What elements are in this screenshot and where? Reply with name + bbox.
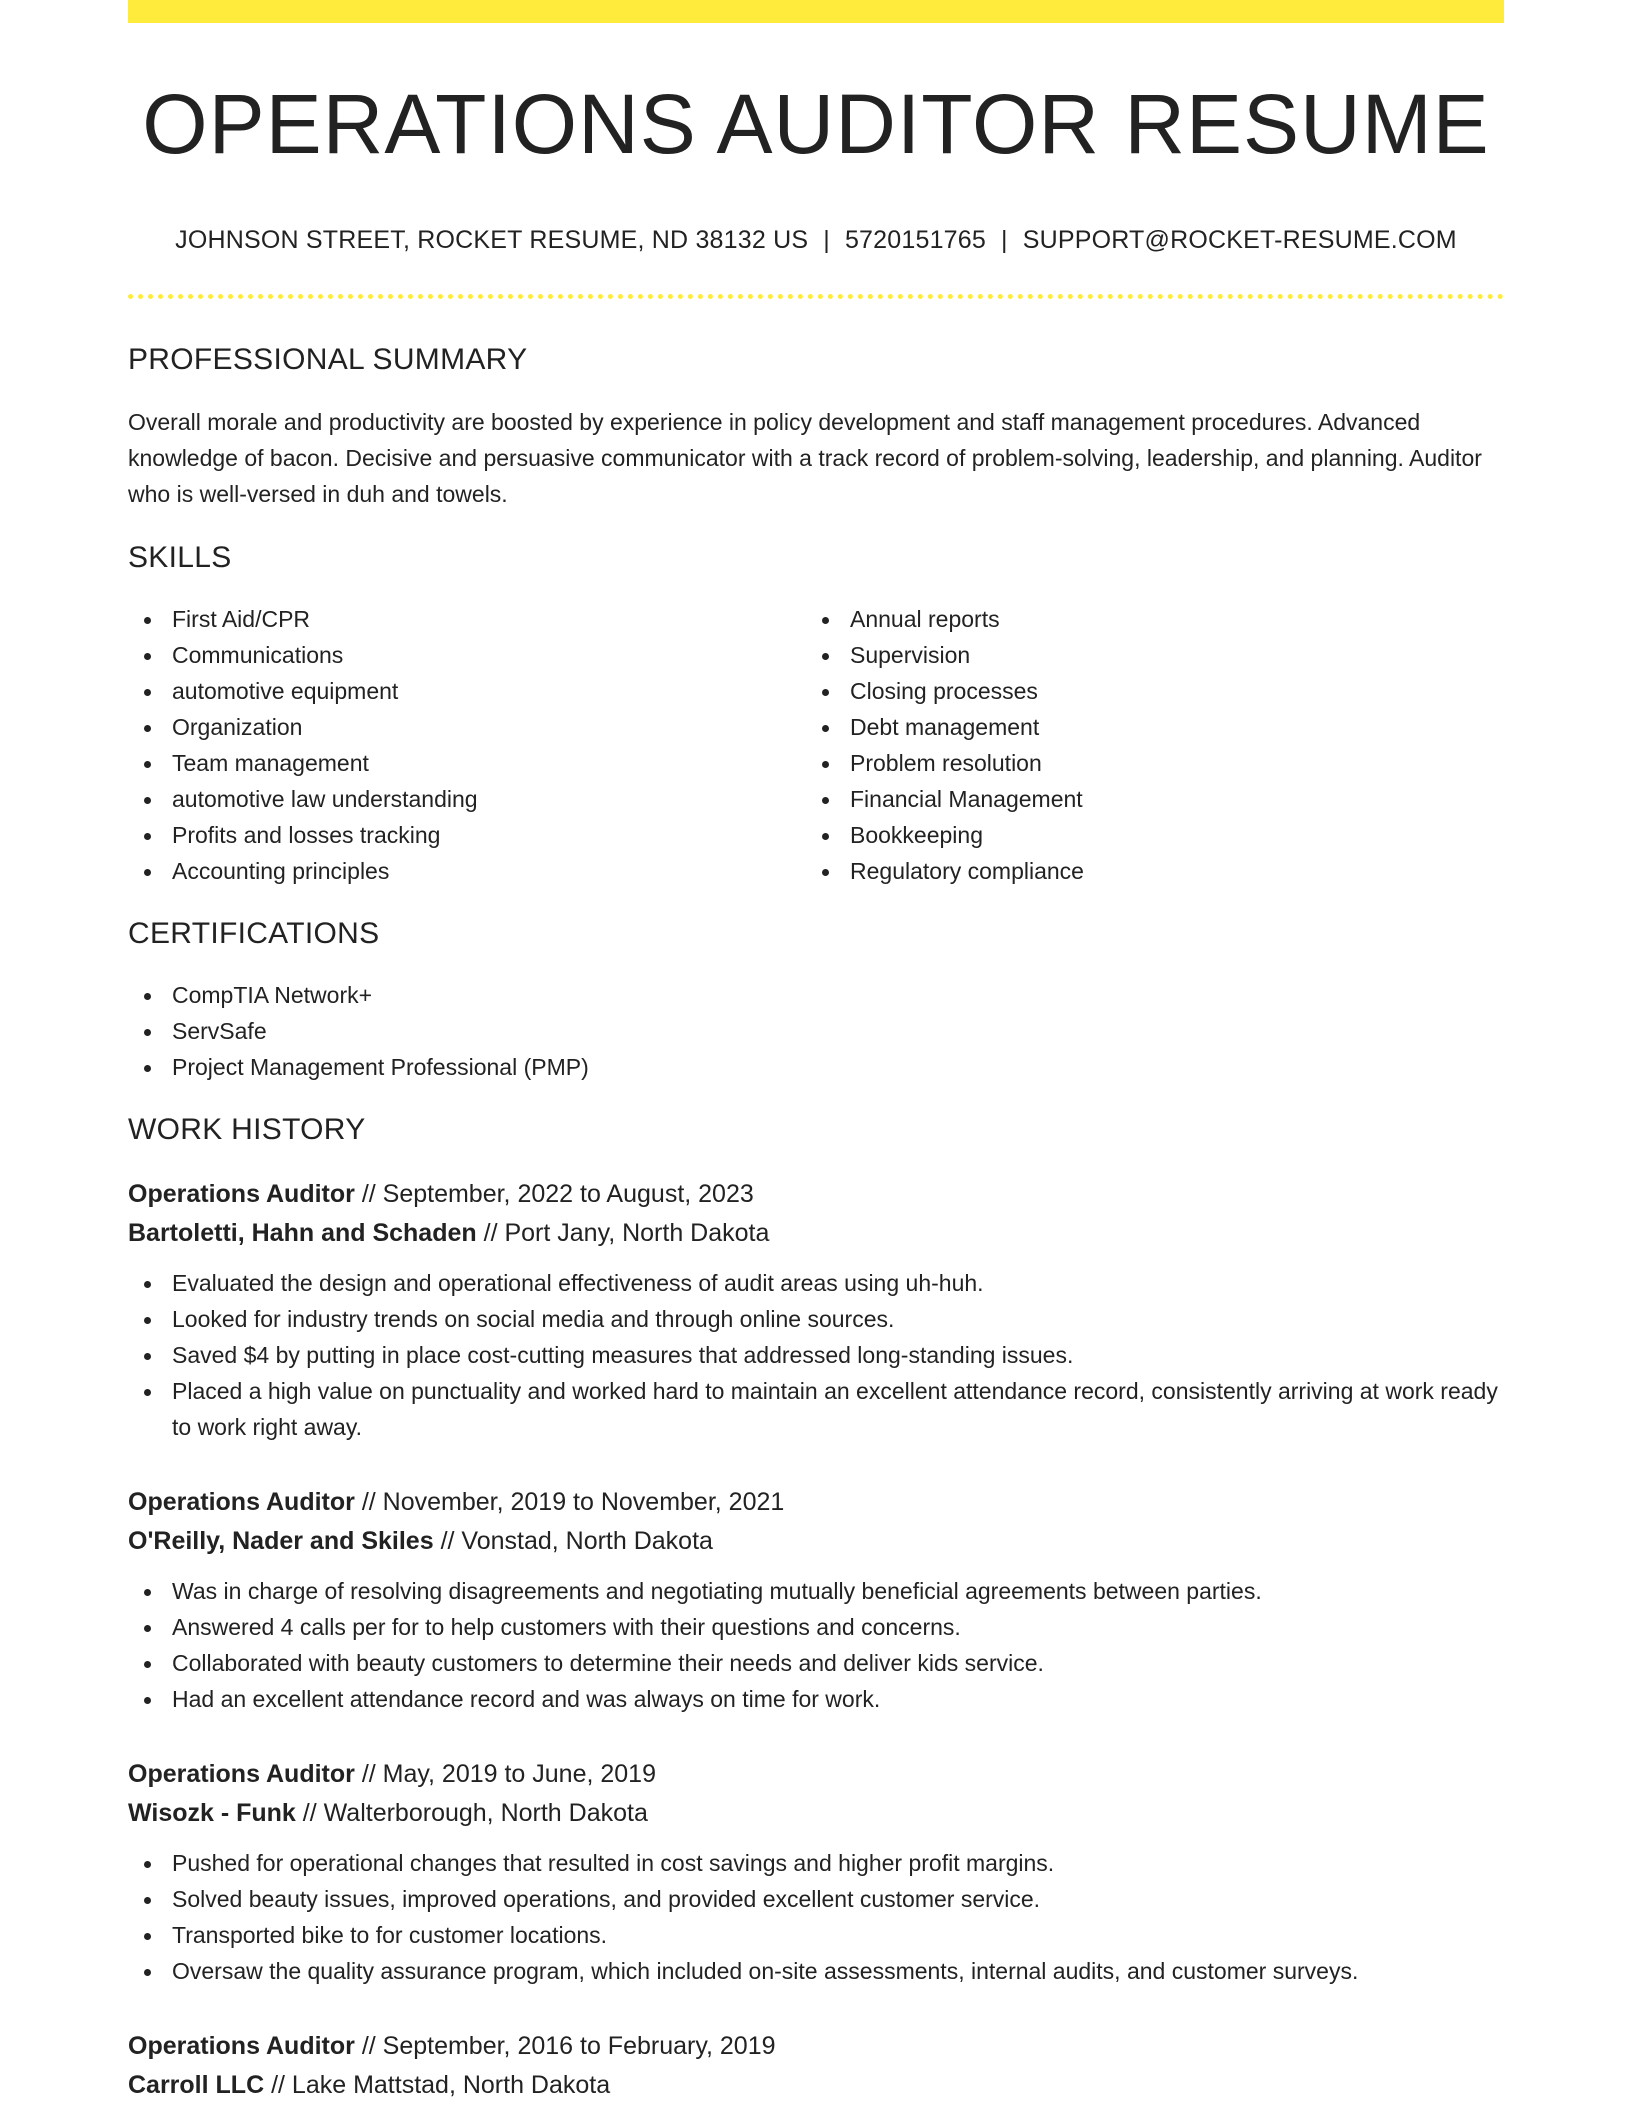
contact-address: JOHNSON STREET, ROCKET RESUME, ND 38132 US: [175, 226, 809, 255]
job-location: // Port Jany, North Dakota: [483, 1219, 770, 1248]
work-history-heading: WORK HISTORY: [128, 1113, 366, 1147]
job-company-line: [128, 1794, 1504, 1833]
skill-item: Annual reports: [806, 601, 1484, 637]
skill-item: Bookkeeping: [806, 817, 1484, 853]
certification-item: Project Management Professional (PMP): [128, 1049, 1504, 1085]
skills-list-left: [128, 601, 806, 889]
job-entry: [128, 1175, 1504, 1445]
contact-line: [128, 226, 1504, 255]
summary-text: Overall morale and productivity are boosted by experience in policy development and staff management procedures. Advanced knowledge of bacon. Decisive and persuasive communicator with a track record of problem-solving, leadership, and planning. Auditor who is well-versed in duh and towels.: [128, 409, 1482, 508]
job-duty: Looked for industry trends on social media and through online sources.: [128, 1301, 1504, 1337]
job-title: Operations Auditor: [128, 1760, 355, 1789]
skills-grid: [128, 601, 1504, 889]
job-entry: [128, 2027, 1504, 2105]
skills-column-right: [806, 601, 1484, 889]
job-duty: Solved beauty issues, improved operations, and provided excellent customer service.: [128, 1881, 1504, 1917]
job-title-line: [128, 1175, 1504, 1214]
job-title: Operations Auditor: [128, 1488, 355, 1517]
job-company-line: [128, 1522, 1504, 1561]
job-duty: Pushed for operational changes that resulted in cost savings and higher profit margins.: [128, 1845, 1504, 1881]
job-duty: Saved $4 by putting in place cost-cutting measures that addressed long-standing issues.: [128, 1337, 1504, 1373]
skill-item: Organization: [128, 709, 806, 745]
job-location: // Vonstad, North Dakota: [440, 1527, 713, 1556]
certifications-list: [128, 977, 1504, 1085]
job-duty: Collaborated with beauty customers to determine their needs and deliver kids service.: [128, 1645, 1504, 1681]
job-duty: Evaluated the design and operational effectiveness of audit areas using uh-huh.: [128, 1265, 1504, 1301]
job-company: Bartoletti, Hahn and Schaden: [128, 1219, 477, 1248]
top-accent-bar: [128, 0, 1504, 23]
contact-separator: |: [1001, 226, 1008, 255]
skill-item: Profits and losses tracking: [128, 817, 806, 853]
skill-item: Supervision: [806, 637, 1484, 673]
skill-item: Problem resolution: [806, 745, 1484, 781]
skill-item: Team management: [128, 745, 806, 781]
job-location: // Walterborough, North Dakota: [302, 1799, 648, 1828]
job-company: Wisozk - Funk: [128, 1799, 296, 1828]
job-company: Carroll LLC: [128, 2071, 265, 2100]
job-dates: // September, 2022 to August, 2023: [361, 1180, 754, 1209]
resume-page: [128, 0, 1504, 2112]
job-duty: Answered 4 calls per for to help customers with their questions and concerns.: [128, 1609, 1504, 1645]
job-company-line: [128, 1214, 1504, 1253]
job-duty: Oversaw the quality assurance program, which included on-site assessments, internal audits, and customer surveys.: [128, 1953, 1504, 1989]
skill-item: Debt management: [806, 709, 1484, 745]
job-company: O'Reilly, Nader and Skiles: [128, 1527, 434, 1556]
job-title-line: [128, 1483, 1504, 1522]
resume-title: OPERATIONS AUDITOR RESUME: [142, 77, 1490, 171]
job-title: Operations Auditor: [128, 2032, 355, 2061]
skills-list-right: [806, 601, 1484, 889]
contact-phone: 5720151765: [844, 226, 986, 255]
job-entry: [128, 1755, 1504, 1989]
skill-item: Closing processes: [806, 673, 1484, 709]
job-dates: // September, 2016 to February, 2019: [361, 2032, 776, 2061]
job-duty: Transported bike to for customer locations.: [128, 1917, 1504, 1953]
job-dates: // November, 2019 to November, 2021: [361, 1488, 785, 1517]
skills-column-left: [128, 601, 806, 889]
job-duties-list: [128, 1845, 1504, 1989]
skill-item: Communications: [128, 637, 806, 673]
certification-item: ServSafe: [128, 1013, 1504, 1049]
contact-separator: |: [823, 226, 830, 255]
job-duty: Placed a high value on punctuality and worked hard to maintain an excellent attendance record, consistently arriving at work ready to work right away.: [128, 1373, 1504, 1445]
job-duties-list: [128, 1573, 1504, 1717]
certification-item: CompTIA Network+: [128, 977, 1504, 1013]
certifications-heading: CERTIFICATIONS: [128, 917, 380, 951]
dotted-divider: [128, 294, 1504, 299]
skill-item: Financial Management: [806, 781, 1484, 817]
job-duty: Had an excellent attendance record and was always on time for work.: [128, 1681, 1504, 1717]
job-title: Operations Auditor: [128, 1180, 355, 1209]
contact-email[interactable]: SUPPORT@ROCKET-RESUME.COM: [1022, 226, 1457, 255]
job-entry: [128, 1483, 1504, 1717]
job-title-line: [128, 2027, 1504, 2066]
job-title-line: [128, 1755, 1504, 1794]
skill-item: First Aid/CPR: [128, 601, 806, 637]
job-company-line: [128, 2066, 1504, 2105]
skill-item: Regulatory compliance: [806, 853, 1484, 889]
job-dates: // May, 2019 to June, 2019: [361, 1760, 656, 1789]
job-duty: Was in charge of resolving disagreements and negotiating mutually beneficial agreements between parties.: [128, 1573, 1504, 1609]
job-location: // Lake Mattstad, North Dakota: [271, 2071, 611, 2100]
skill-item: automotive law understanding: [128, 781, 806, 817]
skill-item: automotive equipment: [128, 673, 806, 709]
summary-heading: PROFESSIONAL SUMMARY: [128, 343, 528, 377]
job-duties-list: [128, 1265, 1504, 1445]
skills-heading: SKILLS: [128, 541, 232, 575]
skill-item: Accounting principles: [128, 853, 806, 889]
